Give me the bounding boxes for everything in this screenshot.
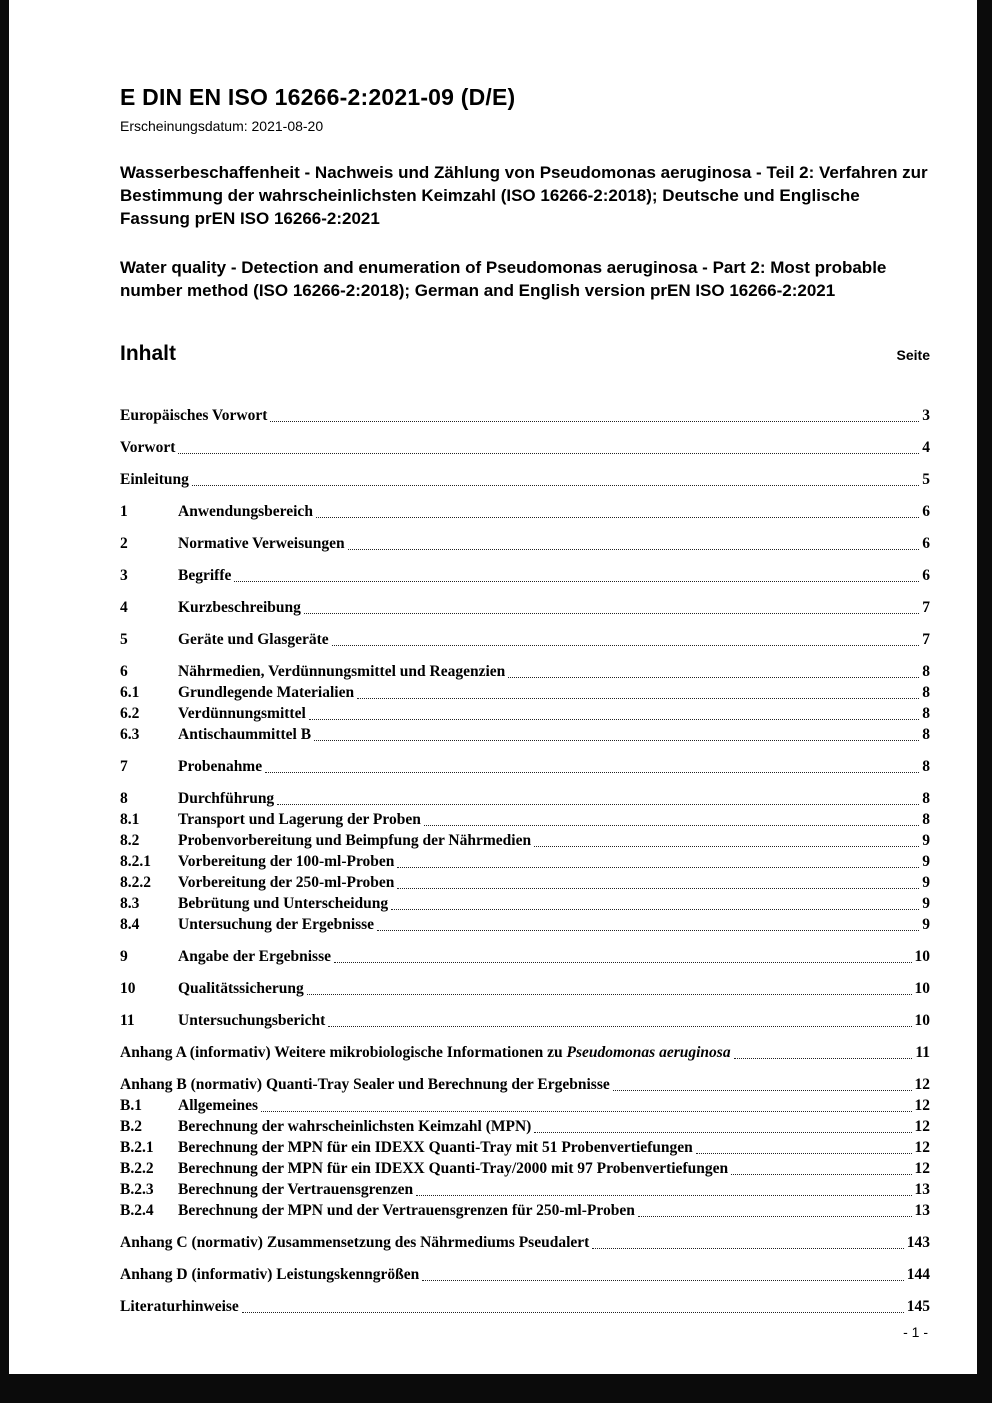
toc-entry-page: 6 <box>922 503 930 520</box>
toc-entry-number: 8 <box>120 790 128 807</box>
toc-entry-page: 8 <box>922 790 930 807</box>
toc-entry-page: 3 <box>922 407 930 424</box>
toc-entry <box>120 947 930 967</box>
toc-entry <box>120 630 930 650</box>
toc-entry-page: 6 <box>922 567 930 584</box>
toc-entry <box>120 470 930 490</box>
toc-entry-page: 8 <box>922 726 930 743</box>
toc-entry-number: 5 <box>120 631 128 648</box>
toc-entry-label: Bebrütung und Unterscheidung <box>178 895 389 912</box>
toc-list <box>120 406 930 1317</box>
toc-entry <box>120 1159 930 1179</box>
toc-entry <box>120 704 930 724</box>
toc-entry <box>120 1075 930 1095</box>
toc-entry-number: 8.2 <box>120 832 140 849</box>
toc-leader-dots <box>178 453 919 454</box>
toc-entry <box>120 662 930 682</box>
toc-entry <box>120 873 930 893</box>
toc-entry-number: 6.2 <box>120 705 140 722</box>
toc-entry <box>120 1233 930 1253</box>
toc-entry-number: 7 <box>120 758 128 775</box>
toc-entry-label: Europäisches Vorwort <box>120 407 268 424</box>
toc-entry-label: Einleitung <box>120 471 189 488</box>
toc-header <box>120 342 930 366</box>
toc-entry-label: Transport und Lagerung der Proben <box>178 811 421 828</box>
toc-leader-dots <box>192 485 919 486</box>
toc-entry-page: 13 <box>914 1181 930 1198</box>
toc-entry-label: Berechnung der Vertrauensgrenzen <box>178 1181 414 1198</box>
toc-entry <box>120 1043 930 1063</box>
toc-entry-label: Normative Verweisungen <box>178 535 345 552</box>
toc-leader-dots <box>592 1248 903 1249</box>
toc-entry-label: Kurzbeschreibung <box>178 599 301 616</box>
toc-leader-dots <box>265 772 919 773</box>
toc-leader-dots <box>397 867 919 868</box>
toc-entry-label: Allgemeines <box>178 1097 259 1114</box>
toc-entry-page: 9 <box>922 895 930 912</box>
toc-leader-dots <box>377 930 919 931</box>
toc-entry <box>120 1180 930 1200</box>
toc-entry-number: 8.4 <box>120 916 140 933</box>
toc-entry-label: Verdünnungsmittel <box>178 705 306 722</box>
toc-entry-number: 8.3 <box>120 895 140 912</box>
toc-entry <box>120 598 930 618</box>
toc-entry <box>120 534 930 554</box>
toc-entry <box>120 894 930 914</box>
toc-leader-dots <box>277 804 919 805</box>
toc-entry <box>120 1096 930 1116</box>
toc-entry-number: B.2.2 <box>120 1160 154 1177</box>
toc-leader-dots <box>332 645 920 646</box>
toc-entry <box>120 1117 930 1137</box>
toc-entry-page: 11 <box>915 1044 930 1061</box>
toc-entry <box>120 1011 930 1031</box>
toc-entry-label: Anhang B (normativ) Quanti-Tray Sealer und Berechnung der Ergebnisse <box>120 1076 610 1093</box>
toc-entry <box>120 831 930 851</box>
english-title: Water quality - Detection and enumeration of Pseudomonas aeruginosa - Part 2: Most probable number method (ISO 16266-2:2018); German and English version prEN ISO 16266-2:2021 <box>120 258 887 300</box>
toc-entry <box>120 757 930 777</box>
toc-entry-label: Vorwort <box>120 439 176 456</box>
toc-leader-dots <box>534 846 919 847</box>
toc-entry <box>120 979 930 999</box>
page-number-footer: - 1 - <box>903 1324 928 1340</box>
toc-leader-dots <box>234 581 919 582</box>
toc-leader-dots <box>731 1174 911 1175</box>
toc-entry <box>120 1138 930 1158</box>
toc-entry-page: 9 <box>922 853 930 870</box>
toc-entry-number: 11 <box>120 1012 135 1029</box>
toc-entry-number: 3 <box>120 567 128 584</box>
toc-entry-label: Anhang D (informativ) Leistungskenngrößen <box>120 1266 420 1283</box>
toc-entry-page: 12 <box>914 1139 930 1156</box>
toc-leader-dots <box>309 719 919 720</box>
toc-entry-number: 10 <box>120 980 136 997</box>
toc-entry-page: 9 <box>922 874 930 891</box>
toc-entry-page: 7 <box>922 599 930 616</box>
toc-leader-dots <box>391 909 919 910</box>
toc-entry-page: 7 <box>922 631 930 648</box>
toc-entry-label: Vorbereitung der 100-ml-Proben <box>178 853 395 870</box>
toc-leader-dots <box>397 888 919 889</box>
document-page <box>9 0 977 1374</box>
toc-leader-dots <box>416 1195 911 1196</box>
toc-entry <box>120 852 930 872</box>
toc-leader-dots <box>242 1312 904 1313</box>
toc-leader-dots <box>424 825 919 826</box>
toc-entry-number: 6 <box>120 663 128 680</box>
toc-entry-page: 12 <box>914 1118 930 1135</box>
toc-entry-label: Probenahme <box>178 758 263 775</box>
toc-entry-page: 10 <box>914 1012 930 1029</box>
toc-entry-number: 9 <box>120 948 128 965</box>
toc-entry-label: Geräte und Glasgeräte <box>178 631 329 648</box>
toc-entry-number: B.2.1 <box>120 1139 154 1156</box>
toc-entry-number: 4 <box>120 599 128 616</box>
toc-entry <box>120 810 930 830</box>
toc-entry-number: 8.1 <box>120 811 140 828</box>
toc-entry-number: B.2.4 <box>120 1202 154 1219</box>
toc-entry-page: 12 <box>914 1097 930 1114</box>
toc-leader-dots <box>508 677 919 678</box>
toc-entry <box>120 789 930 809</box>
toc-entry <box>120 1201 930 1221</box>
toc-entry-number: 6.1 <box>120 684 140 701</box>
toc-entry-page: 10 <box>914 948 930 965</box>
toc-leader-dots <box>334 962 911 963</box>
toc-entry-page: 144 <box>906 1266 930 1283</box>
toc-entry <box>120 915 930 935</box>
toc-entry-number: 8.2.2 <box>120 874 151 891</box>
toc-entry-label: Grundlegende Materialien <box>178 684 355 701</box>
toc-entry-number: 6.3 <box>120 726 140 743</box>
toc-entry <box>120 683 930 703</box>
toc-entry-label: Vorbereitung der 250-ml-Proben <box>178 874 395 891</box>
toc-leader-dots <box>307 994 912 995</box>
toc-leader-dots <box>348 549 920 550</box>
toc-entry-page: 4 <box>922 439 930 456</box>
toc-entry-label: Probenvorbereitung und Beimpfung der Nährmedien <box>178 832 532 849</box>
toc-leader-dots <box>328 1026 911 1027</box>
toc-entry-label: Berechnung der MPN für ein IDEXX Quanti-Tray mit 51 Probenvertiefungen <box>178 1139 693 1156</box>
toc-leader-dots <box>696 1153 912 1154</box>
toc-entry-label: Anhang A (informativ) Weitere mikrobiologische Informationen zu Pseudomonas aeruginosa <box>120 1044 731 1061</box>
toc-entry-label: Nährmedien, Verdünnungsmittel und Reagenzien <box>178 663 506 680</box>
toc-entry-label: Angabe der Ergebnisse <box>178 948 332 965</box>
toc-entry-label: Berechnung der MPN für ein IDEXX Quanti-Tray/2000 mit 97 Probenvertiefungen <box>178 1160 729 1177</box>
toc-entry-label: Durchführung <box>178 790 275 807</box>
toc-entry-page: 5 <box>922 471 930 488</box>
toc-entry-page: 9 <box>922 832 930 849</box>
page-content <box>9 0 977 1317</box>
toc-entry <box>120 1265 930 1285</box>
toc-entry-page: 10 <box>914 980 930 997</box>
toc-entry <box>120 566 930 586</box>
toc-entry-label: Antischaummittel B <box>178 726 312 743</box>
toc-entry-number: B.2 <box>120 1118 142 1135</box>
toc-leader-dots <box>613 1090 912 1091</box>
document-title: E DIN EN ISO 16266-2:2021-09 (D/E) <box>120 84 516 110</box>
toc-entry-page: 8 <box>922 811 930 828</box>
toc-leader-dots <box>270 421 919 422</box>
toc-entry-number: 2 <box>120 535 128 552</box>
toc-entry-page: 8 <box>922 705 930 722</box>
toc-leader-dots <box>422 1280 903 1281</box>
toc-entry-page: 12 <box>914 1160 930 1177</box>
toc-entry-page: 9 <box>922 916 930 933</box>
toc-page-column-label: Seite <box>896 347 930 363</box>
toc-entry-page: 6 <box>922 535 930 552</box>
toc-leader-dots <box>357 698 919 699</box>
toc-leader-dots <box>304 613 919 614</box>
german-title: Wasserbeschaffenheit - Nachweis und Zählung von Pseudomonas aeruginosa - Teil 2: Verfahren zur Bestimmung der wahrscheinlichsten Keimzahl (ISO 16266-2:2018); Deutsche und Englische Fassung prEN ISO 16266-2:2021 <box>120 163 928 228</box>
toc-entry-page: 8 <box>922 684 930 701</box>
toc-entry-label: Begriffe <box>178 567 232 584</box>
toc-entry-page: 13 <box>914 1202 930 1219</box>
toc-leader-dots <box>316 517 919 518</box>
toc-entry <box>120 438 930 458</box>
publication-date: Erscheinungsdatum: 2021-08-20 <box>120 118 324 134</box>
toc-entry-number: B.2.3 <box>120 1181 154 1198</box>
toc-entry-number: 1 <box>120 503 128 520</box>
toc-entry-label: Berechnung der wahrscheinlichsten Keimzahl (MPN) <box>178 1118 532 1135</box>
toc-entry-label: Literaturhinweise <box>120 1298 239 1315</box>
toc-entry-number: B.1 <box>120 1097 142 1114</box>
toc-entry-page: 12 <box>914 1076 930 1093</box>
toc-entry-label: Berechnung der MPN und der Vertrauensgrenzen für 250-ml-Proben <box>178 1202 635 1219</box>
toc-entry-page: 8 <box>922 758 930 775</box>
toc-leader-dots <box>261 1111 911 1112</box>
toc-entry <box>120 406 930 426</box>
toc-entry-page: 143 <box>906 1234 930 1251</box>
toc-entry-label: Anwendungsbereich <box>178 503 313 520</box>
toc-entry-label: Untersuchung der Ergebnisse <box>178 916 375 933</box>
toc-entry-label: Untersuchungsbericht <box>178 1012 326 1029</box>
toc-entry-page: 8 <box>922 663 930 680</box>
toc-leader-dots <box>534 1132 911 1133</box>
toc-entry-number: 8.2.1 <box>120 853 151 870</box>
toc-leader-dots <box>314 740 919 741</box>
toc-leader-dots <box>638 1216 912 1217</box>
toc-entry <box>120 502 930 522</box>
toc-entry-label: Qualitätssicherung <box>178 980 304 997</box>
toc-heading: Inhalt <box>120 342 176 365</box>
toc-entry-label: Anhang C (normativ) Zusammensetzung des Nährmediums Pseudalert <box>120 1234 590 1251</box>
toc-leader-dots <box>734 1058 913 1059</box>
toc-entry <box>120 725 930 745</box>
toc-entry-page: 145 <box>906 1298 930 1315</box>
toc-entry <box>120 1297 930 1317</box>
